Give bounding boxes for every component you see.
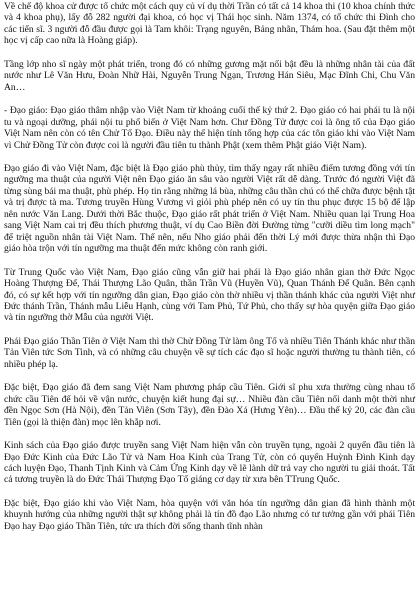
paragraph-scriptures: Kinh sách của Đạo giáo được truyền sang Việt Nam hiện vẫn còn truyền tụng, ngoài 2 quyển đầu tiên là Đạo Đức Kinh của Đức Lão Tử và Nam Hoa Kinh của Trang Tử, còn có quyển Huỳnh Đình Kinh dạy cách luyện Đạo, Thanh Tịnh Kinh và Cảm Ứng Kinh dạy về lẽ lành dữ trả vay cho người tu giải thoát. Tất cả tương truyền là do Đức Thái Thượng Đạo Tổ giáng cơ dạy từ xưa bên TTrung Quốc.	[4, 440, 415, 486]
paragraph-scholars: Tầng lớp nho sĩ ngày một phát triển, trong đó có những gương mặt nổi bật đều là những nhân tài của đất nước như Lê Văn Hưu, Đoàn Nhữ Hài, Nguyễn Trung Ngạn, Trương Hán Siêu, Mạc Đĩnh Chi, Chu Văn An…	[4, 58, 415, 93]
paragraph-taoism-folk: Từ Trung Quốc vào Việt Nam, Đạo giáo cũng vẫn giữ hai phái là Đạo giáo nhân gian thờ Đức Ngọc Hoàng Thượng Đế, Thái Thượng Lão Quân, thần Trần Vũ (Huyền Vũ), Quan Thánh Đế Quân. Bên cạnh đó, có sự kết hợp với tín ngưỡng dân gian, Đạo giáo còn thờ nhiều vị thần thánh khác của người Việt như Đức thánh Trần, Thánh mẫu Liễu Hạnh, cùng với Tam Phủ, Tứ Phủ, cho thấy sự hòa quyện giữa Đạo giáo và tín ngưỡng thờ Mẫu của người Việt.	[4, 266, 415, 324]
paragraph-taoism-immortals: Phái Đạo giáo Thần Tiên ở Việt Nam thì thờ Chử Đồng Tử làm ông Tổ và nhiều Tiên Thánh khác như thần Tản Viên tức Sơn Tinh, và có những câu chuyện về sự tích các đạo sĩ hoặc người thường tu thành tiên, có nhiều phép lạ.	[4, 335, 415, 370]
document-body	[4, 1, 415, 544]
paragraph-folk-blend: Đặc biệt, Đạo giáo khi vào Việt Nam, hòa quyện với văn hóa tín ngưỡng dân gian đã hình thành một khuynh hướng của những người thật sự không phải là tín đồ đạo Lão nhưng có tư tưởng gần với phái Tiên Đạo hay Đạo giáo Thần Tiên, tức ưa thích đời sống thanh tĩnh nhàn	[4, 497, 415, 532]
paragraph-exam-system: Về chế độ khoa cử được tổ chức một cách quy củ ví dụ thời Trần có tất cả 14 khoa thi (10 khoa chính thức và 4 khoa phụ), lấy đỗ 282 người đại khoa, có học vị Thái học sinh. Năm 1374, có tổ chức thi Đình cho các tiến sĩ. 3 người đỗ đầu được gọi là Tam khôi: Trạng nguyên, Bảng nhãn, Thám hoa. (Sau đặt thêm một học vị cấp cao nữa là Hoàng giáp).	[4, 1, 415, 47]
paragraph-cau-tien: Đặc biệt, Đạo giáo đã đem sang Việt Nam phương pháp cầu Tiên. Giới sĩ phu xưa thường cùng nhau tổ chức cầu Tiên để hỏi về vận nước, chuyện kiết hung đại sự… Nhiều đàn cầu Tiên nổi danh một thời như đền Ngọc Sơn (Hà Nội), đền Tản Viên (Sơn Tây), đền Đào Xá (Hưng Yên)… Đầu thế kỷ 20, các đàn cầu Tiên (gọi là thiện đàn) mọc lên khắp nơi.	[4, 382, 415, 428]
paragraph-taoism-intro: - Đạo giáo: Đạo giáo thâm nhập vào Việt Nam từ khoảng cuối thế kỷ thứ 2. Đạo giáo có hai phái tu là nội tu và ngoại dưỡng, phái nội tu phổ biến ở Việt Nam hơn. Chư Đồng Tử được coi là ông tổ của Đạo giáo Việt Nam nên còn có tên Chử Tổ Đạo. Điều này thể hiện tính tổng hợp của các tôn giáo khi vào Việt Nam vì Chử Đồng Tử còn được coi là người đầu tiên tu thành Phật (xem thêm Phật giáo Việt Nam).	[4, 105, 415, 151]
paragraph-taoism-magic: Đạo giáo đi vào Việt Nam, đặc biệt là Đạo giáo phù thủy, tìm thấy ngay rất nhiều điểm tương đồng với tín ngưỡng ma thuật của người Việt nên Đạo giáo ăn sâu vào người Việt rất dễ dàng. Trước đó người Việt đã từng sùng bái ma thuật, phù phép. Họ tin rằng những lá bùa, những câu thần chú có thể chữa được bệnh tật và trị được tà ma. Tương truyền Hùng Vương vì giỏi phù phép nên có uy tín thu phục được 15 bộ để lập nên nước Văn Lang. Dưới thời Bắc thuộc, Đạo giáo rất phát triển ở Việt Nam. Nhiều quan lại Trung Hoa sang Việt Nam cai trị đều thích phương thuật, ví dụ Cao Biền đời Đường từng "cưỡi diều tìm long mạch" để triệt nguồn nhân tài Việt Nam. Thế nên, nếu Nho giáo phải đến thời Lý mới được thừa nhận thì Đạo giáo hòa trộn với tín ngưỡng ma thuật đến mức không còn ranh giới.	[4, 162, 415, 255]
